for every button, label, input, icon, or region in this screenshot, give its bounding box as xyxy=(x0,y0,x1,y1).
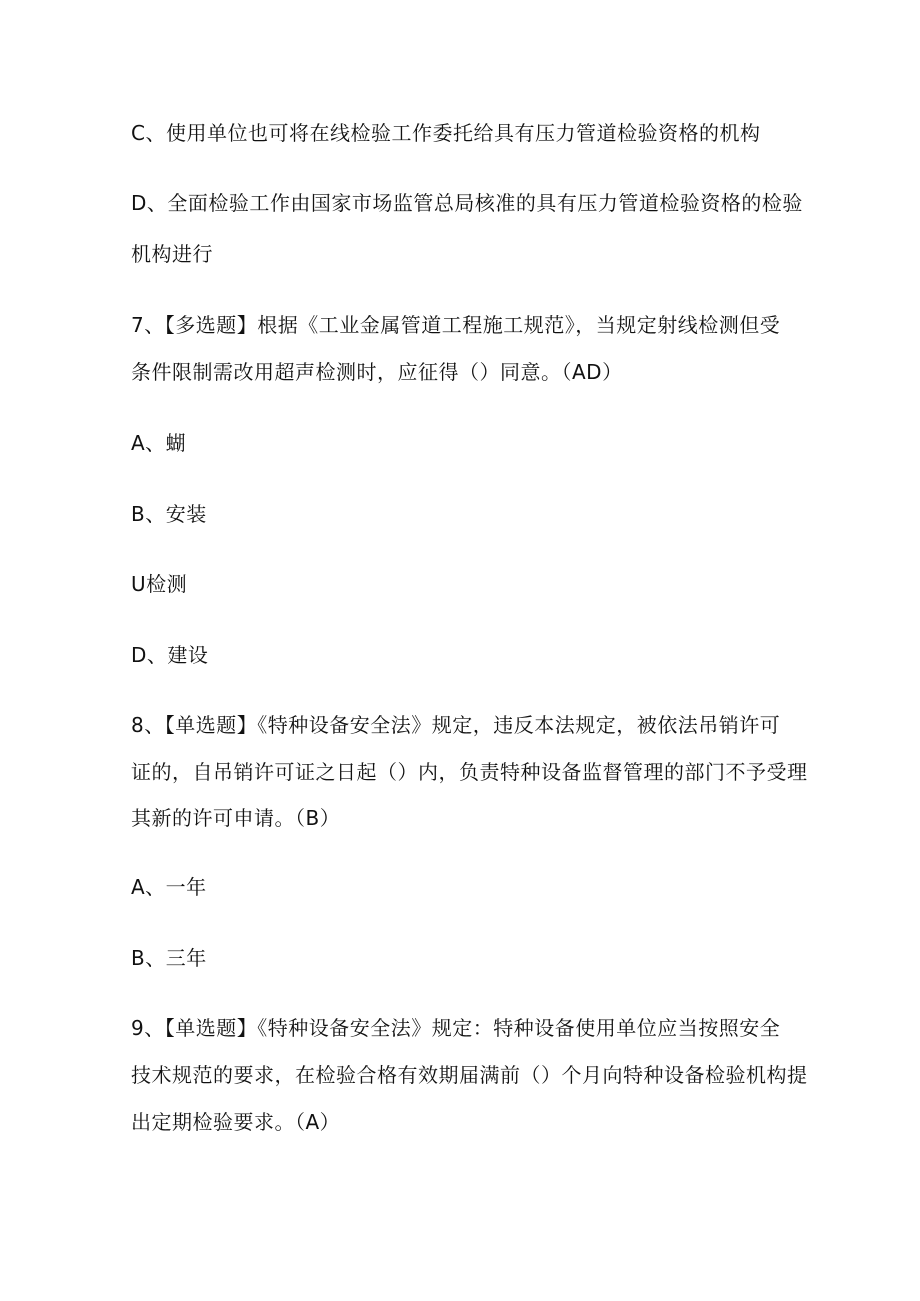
q7-question-line1: 7、【多选题】根据《工业金属管道工程施工规范》，当规定射线检测但受 xyxy=(131,313,781,337)
q7-option-d: D、建设 xyxy=(131,643,209,667)
q7-option-c: U检测 xyxy=(131,572,188,596)
q7-option-a: A、蝴 xyxy=(131,431,187,455)
q8-option-b: B、三年 xyxy=(131,946,207,970)
q9-question-line2: 技术规范的要求，在检验合格有效期届满前（）个月向特种设备检验机构提 xyxy=(131,1063,808,1087)
q8-option-a: A、一年 xyxy=(131,875,207,899)
q8-question-line3: 其新的许可申请。（B） xyxy=(131,806,341,830)
q9-question-line1: 9、【单选题】《特种设备安全法》规定：特种设备使用单位应当按照安全 xyxy=(131,1016,781,1040)
q6-option-d-line1: D、全面检验工作由国家市场监管总局核准的具有压力管道检验资格的检验 xyxy=(131,191,803,215)
q7-question-line2: 条件限制需改用超声检测时，应征得（）同意。（AD） xyxy=(131,360,623,384)
q9-question-line3: 出定期检验要求。（A） xyxy=(131,1110,341,1134)
q7-option-b: B、安装 xyxy=(131,502,207,526)
q6-option-c: C、使用单位也可将在线检验工作委托给具有压力管道检验资格的机构 xyxy=(131,121,761,145)
q8-question-line1: 8、【单选题】《特种设备安全法》规定，违反本法规定，被依法吊销许可 xyxy=(131,713,781,737)
q6-option-d-line2: 机构进行 xyxy=(131,242,213,266)
q8-question-line2: 证的，自吊销许可证之日起（）内，负责特种设备监督管理的部门不予受理 xyxy=(131,760,808,784)
